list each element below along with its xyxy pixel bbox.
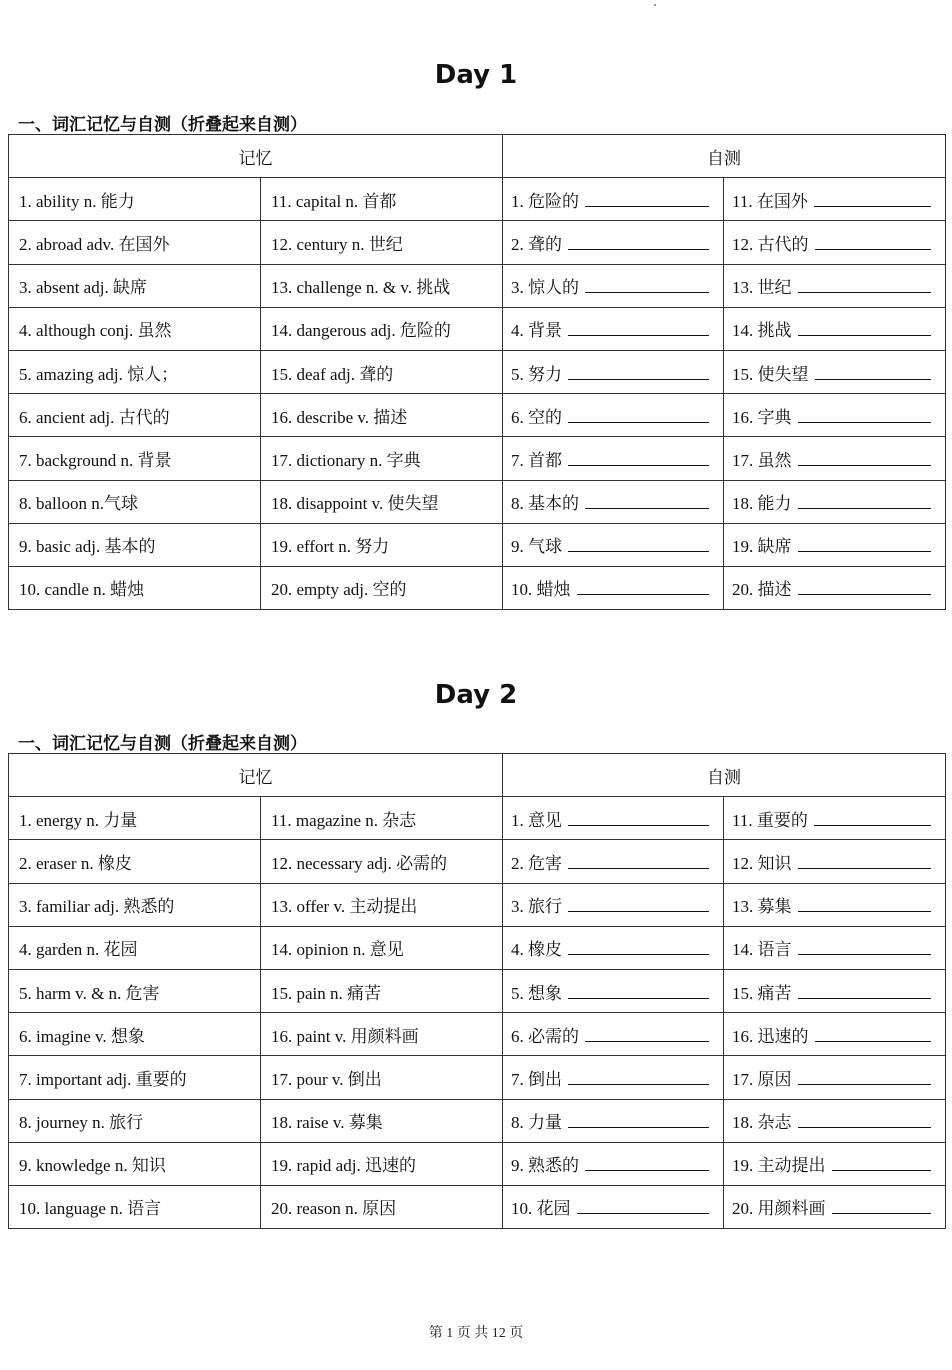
self-test-cell (724, 1099, 946, 1142)
day-1-section-title: 一、词汇记忆与自测（折叠起来自测） (18, 115, 307, 135)
memory-cell (9, 1142, 261, 1185)
vocab-entry: 12. century n. 世纪 (271, 234, 403, 254)
vocab-entry: 8. balloon n.气球 (19, 494, 138, 514)
vocab-entry: 11. magazine n. 杂志 (271, 810, 417, 830)
self-test-cell (724, 566, 946, 609)
self-test-cell (503, 883, 724, 926)
self-test-cell (503, 1142, 724, 1185)
vocab-entry: 7. background n. 背景 (19, 450, 172, 470)
vocab-entry: 20. empty adj. 空的 (271, 580, 407, 600)
test-prompt: 10. 花园 (511, 1199, 571, 1219)
answer-blank[interactable] (568, 537, 709, 552)
memory-cell (261, 1099, 503, 1142)
self-test-cell (503, 969, 724, 1012)
answer-blank[interactable] (798, 897, 931, 912)
vocab-entry: 16. describe v. 描述 (271, 407, 408, 427)
table-row (9, 566, 946, 609)
self-test-cell (503, 566, 724, 609)
memory-cell (9, 1185, 261, 1228)
test-prompt: 5. 努力 (511, 364, 562, 384)
answer-blank[interactable] (798, 278, 931, 293)
vocab-entry: 2. eraser n. 橡皮 (19, 853, 132, 873)
vocab-entry: 4. garden n. 花园 (19, 940, 138, 960)
test-prompt: 4. 背景 (511, 321, 562, 341)
self-test-cell (724, 926, 946, 969)
self-test-cell (503, 840, 724, 883)
vocab-entry: 7. important adj. 重要的 (19, 1069, 187, 1089)
test-prompt: 2. 危害 (511, 853, 562, 873)
vocab-entry: 9. knowledge n. 知识 (19, 1156, 166, 1176)
memory-cell (9, 523, 261, 566)
answer-blank[interactable] (798, 321, 931, 336)
vocab-entry: 15. pain n. 痛苦 (271, 983, 382, 1003)
memory-cell (261, 840, 503, 883)
table-row (9, 1142, 946, 1185)
answer-blank[interactable] (568, 1070, 709, 1085)
vocab-entry: 19. effort n. 努力 (271, 537, 390, 557)
vocab-entry: 16. paint v. 用颜料画 (271, 1026, 419, 1046)
vocab-entry: 11. capital n. 首都 (271, 191, 397, 211)
self-test-cell (503, 307, 724, 350)
vocab-entry: 13. challenge n. & v. 挑战 (271, 278, 451, 298)
self-test-cell (503, 1099, 724, 1142)
answer-blank[interactable] (798, 984, 931, 999)
answer-blank[interactable] (814, 192, 931, 207)
table-row (9, 523, 946, 566)
self-test-cell (503, 523, 724, 566)
memory-cell (261, 307, 503, 350)
memory-cell (261, 350, 503, 393)
test-prompt: 9. 熟悉的 (511, 1156, 579, 1176)
table-row (9, 178, 946, 221)
table-row (9, 1185, 946, 1228)
test-prompt: 12. 知识 (732, 853, 792, 873)
page-footer: 第 1 页 共 12 页 (428, 1326, 524, 1341)
answer-blank[interactable] (568, 811, 709, 826)
self-test-cell (724, 969, 946, 1012)
answer-blank[interactable] (798, 537, 931, 552)
answer-blank[interactable] (568, 897, 709, 912)
memory-cell (261, 523, 503, 566)
memory-cell (9, 480, 261, 523)
test-prompt: 8. 力量 (511, 1113, 562, 1133)
vocab-entry: 4. although conj. 虽然 (19, 321, 172, 341)
memory-cell (9, 307, 261, 350)
answer-blank[interactable] (798, 854, 931, 869)
memory-cell (9, 840, 261, 883)
test-prompt: 11. 重要的 (732, 810, 808, 830)
memory-cell (9, 437, 261, 480)
answer-blank[interactable] (798, 408, 931, 423)
memory-cell (9, 264, 261, 307)
self-test-cell (503, 797, 724, 840)
vocab-entry: 14. dangerous adj. 危险的 (271, 321, 451, 341)
answer-blank[interactable] (585, 192, 709, 207)
test-prompt: 15. 使失望 (732, 364, 809, 384)
memory-cell (261, 437, 503, 480)
answer-blank[interactable] (577, 1199, 709, 1214)
answer-blank[interactable] (568, 1113, 709, 1128)
answer-blank[interactable] (798, 451, 931, 466)
test-prompt: 19. 缺席 (732, 537, 792, 557)
vocab-entry: 19. rapid adj. 迅速的 (271, 1156, 416, 1176)
table-row (9, 221, 946, 264)
test-prompt: 1. 意见 (511, 810, 562, 830)
vocab-entry: 3. absent adj. 缺席 (19, 278, 147, 298)
self-test-cell (503, 264, 724, 307)
self-test-cell (724, 1185, 946, 1228)
test-prompt: 19. 主动提出 (732, 1156, 826, 1176)
scan-speck (654, 4, 656, 6)
self-test-cell (503, 437, 724, 480)
answer-blank[interactable] (798, 1113, 931, 1128)
day-1-vocab-table (8, 134, 946, 610)
test-prompt: 16. 字典 (732, 407, 792, 427)
vocab-entry: 14. opinion n. 意见 (271, 940, 404, 960)
day-2-section-title: 一、词汇记忆与自测（折叠起来自测） (18, 734, 307, 754)
test-prompt: 16. 迅速的 (732, 1026, 809, 1046)
table-row (9, 797, 946, 840)
memory-cell (9, 883, 261, 926)
test-prompt: 7. 首都 (511, 450, 562, 470)
answer-blank[interactable] (585, 494, 709, 509)
memory-cell (9, 1013, 261, 1056)
table-row (9, 350, 946, 393)
table-row (9, 1056, 946, 1099)
test-prompt: 18. 能力 (732, 494, 792, 514)
answer-blank[interactable] (815, 365, 931, 380)
answer-blank[interactable] (568, 451, 709, 466)
memory-cell (261, 264, 503, 307)
self-test-cell (724, 797, 946, 840)
answer-blank[interactable] (568, 984, 709, 999)
test-prompt: 20. 用颜料画 (732, 1199, 826, 1219)
vocab-entry: 17. pour v. 倒出 (271, 1069, 382, 1089)
test-prompt: 13. 世纪 (732, 278, 792, 298)
memory-header: 记忆 (9, 754, 503, 797)
test-prompt: 20. 描述 (732, 580, 792, 600)
self-test-cell (503, 1013, 724, 1056)
vocab-entry: 3. familiar adj. 熟悉的 (19, 897, 175, 917)
table-row (9, 969, 946, 1012)
answer-blank[interactable] (798, 1070, 931, 1085)
answer-blank[interactable] (814, 811, 931, 826)
memory-cell (261, 178, 503, 221)
test-prompt: 17. 虽然 (732, 450, 792, 470)
memory-cell (9, 178, 261, 221)
memory-cell (261, 1013, 503, 1056)
answer-blank[interactable] (815, 1027, 931, 1042)
memory-cell (261, 883, 503, 926)
self-test-cell (724, 437, 946, 480)
day-2-title: Day 2 (434, 680, 518, 710)
self-test-header: 自测 (503, 135, 946, 178)
vocab-entry: 10. candle n. 蜡烛 (19, 580, 145, 600)
vocab-entry: 15. deaf adj. 聋的 (271, 364, 394, 384)
memory-header: 记忆 (9, 135, 503, 178)
memory-cell (261, 221, 503, 264)
test-prompt: 8. 基本的 (511, 494, 579, 514)
memory-cell (261, 1185, 503, 1228)
table-row (9, 307, 946, 350)
answer-blank[interactable] (798, 494, 931, 509)
vocab-entry: 2. abroad adv. 在国外 (19, 234, 170, 254)
answer-blank[interactable] (815, 235, 931, 250)
test-prompt: 15. 痛苦 (732, 983, 792, 1003)
self-test-cell (503, 1056, 724, 1099)
answer-blank[interactable] (798, 940, 931, 955)
test-prompt: 6. 必需的 (511, 1026, 579, 1046)
vocab-entry: 5. harm v. & n. 危害 (19, 983, 160, 1003)
self-test-cell (503, 926, 724, 969)
self-test-cell (724, 307, 946, 350)
memory-cell (9, 221, 261, 264)
table-row (9, 437, 946, 480)
memory-cell (261, 1142, 503, 1185)
self-test-cell (503, 480, 724, 523)
table-row (9, 264, 946, 307)
answer-blank[interactable] (832, 1156, 931, 1171)
answer-blank[interactable] (585, 1027, 709, 1042)
self-test-cell (724, 178, 946, 221)
vocab-entry: 10. language n. 语言 (19, 1199, 162, 1219)
self-test-cell (724, 221, 946, 264)
answer-blank[interactable] (832, 1199, 931, 1214)
table-row (9, 926, 946, 969)
vocab-entry: 6. imagine v. 想象 (19, 1026, 145, 1046)
answer-blank[interactable] (568, 235, 709, 250)
self-test-cell (503, 178, 724, 221)
test-prompt: 3. 惊人的 (511, 278, 579, 298)
vocab-entry: 13. offer v. 主动提出 (271, 897, 418, 917)
test-prompt: 14. 挑战 (732, 321, 792, 341)
self-test-cell (724, 1013, 946, 1056)
answer-blank[interactable] (568, 940, 709, 955)
test-prompt: 10. 蜡烛 (511, 580, 571, 600)
table-row (9, 883, 946, 926)
self-test-header: 自测 (503, 754, 946, 797)
memory-cell (261, 969, 503, 1012)
test-prompt: 5. 想象 (511, 983, 562, 1003)
memory-cell (261, 566, 503, 609)
day-1-title: Day 1 (434, 60, 518, 90)
test-prompt: 11. 在国外 (732, 191, 808, 211)
answer-blank[interactable] (585, 1156, 709, 1171)
memory-cell (261, 926, 503, 969)
test-prompt: 14. 语言 (732, 940, 792, 960)
answer-blank[interactable] (568, 408, 709, 423)
vocab-entry: 18. disappoint v. 使失望 (271, 494, 439, 514)
self-test-cell (503, 221, 724, 264)
test-prompt: 12. 古代的 (732, 234, 809, 254)
vocab-entry: 18. raise v. 募集 (271, 1113, 383, 1133)
test-prompt: 9. 气球 (511, 537, 562, 557)
self-test-cell (724, 480, 946, 523)
test-prompt: 2. 聋的 (511, 234, 562, 254)
self-test-cell (724, 523, 946, 566)
table-row (9, 840, 946, 883)
self-test-cell (503, 350, 724, 393)
table-row (9, 394, 946, 437)
test-prompt: 13. 募集 (732, 897, 792, 917)
memory-cell (9, 926, 261, 969)
memory-cell (9, 969, 261, 1012)
answer-blank[interactable] (568, 365, 709, 380)
test-prompt: 18. 杂志 (732, 1113, 792, 1133)
answer-blank[interactable] (798, 580, 931, 595)
test-prompt: 4. 橡皮 (511, 940, 562, 960)
vocab-entry: 17. dictionary n. 字典 (271, 450, 421, 470)
test-prompt: 6. 空的 (511, 407, 562, 427)
self-test-cell (724, 883, 946, 926)
day-2-vocab-table (8, 753, 946, 1229)
memory-cell (9, 350, 261, 393)
memory-cell (9, 394, 261, 437)
self-test-cell (724, 264, 946, 307)
test-prompt: 17. 原因 (732, 1069, 792, 1089)
answer-blank[interactable] (568, 854, 709, 869)
memory-cell (9, 566, 261, 609)
vocab-entry: 12. necessary adj. 必需的 (271, 853, 448, 873)
memory-cell (9, 797, 261, 840)
memory-cell (261, 797, 503, 840)
table-row (9, 1013, 946, 1056)
vocab-entry: 5. amazing adj. 惊人； (19, 364, 179, 384)
table-row (9, 480, 946, 523)
self-test-cell (724, 840, 946, 883)
vocab-entry: 1. ability n. 能力 (19, 191, 135, 211)
memory-cell (9, 1056, 261, 1099)
vocab-entry: 20. reason n. 原因 (271, 1199, 397, 1219)
memory-cell (261, 394, 503, 437)
memory-cell (261, 480, 503, 523)
answer-blank[interactable] (568, 321, 709, 336)
test-prompt: 3. 旅行 (511, 897, 562, 917)
self-test-cell (503, 1185, 724, 1228)
vocab-entry: 8. journey n. 旅行 (19, 1113, 144, 1133)
self-test-cell (724, 1142, 946, 1185)
self-test-cell (724, 1056, 946, 1099)
test-prompt: 1. 危险的 (511, 191, 579, 211)
self-test-cell (724, 394, 946, 437)
answer-blank[interactable] (577, 580, 709, 595)
test-prompt: 7. 倒出 (511, 1069, 562, 1089)
self-test-cell (724, 350, 946, 393)
vocab-entry: 6. ancient adj. 古代的 (19, 407, 170, 427)
self-test-cell (503, 394, 724, 437)
memory-cell (9, 1099, 261, 1142)
vocab-entry: 9. basic adj. 基本的 (19, 537, 156, 557)
answer-blank[interactable] (585, 278, 709, 293)
table-row (9, 1099, 946, 1142)
vocab-entry: 1. energy n. 力量 (19, 810, 138, 830)
memory-cell (261, 1056, 503, 1099)
